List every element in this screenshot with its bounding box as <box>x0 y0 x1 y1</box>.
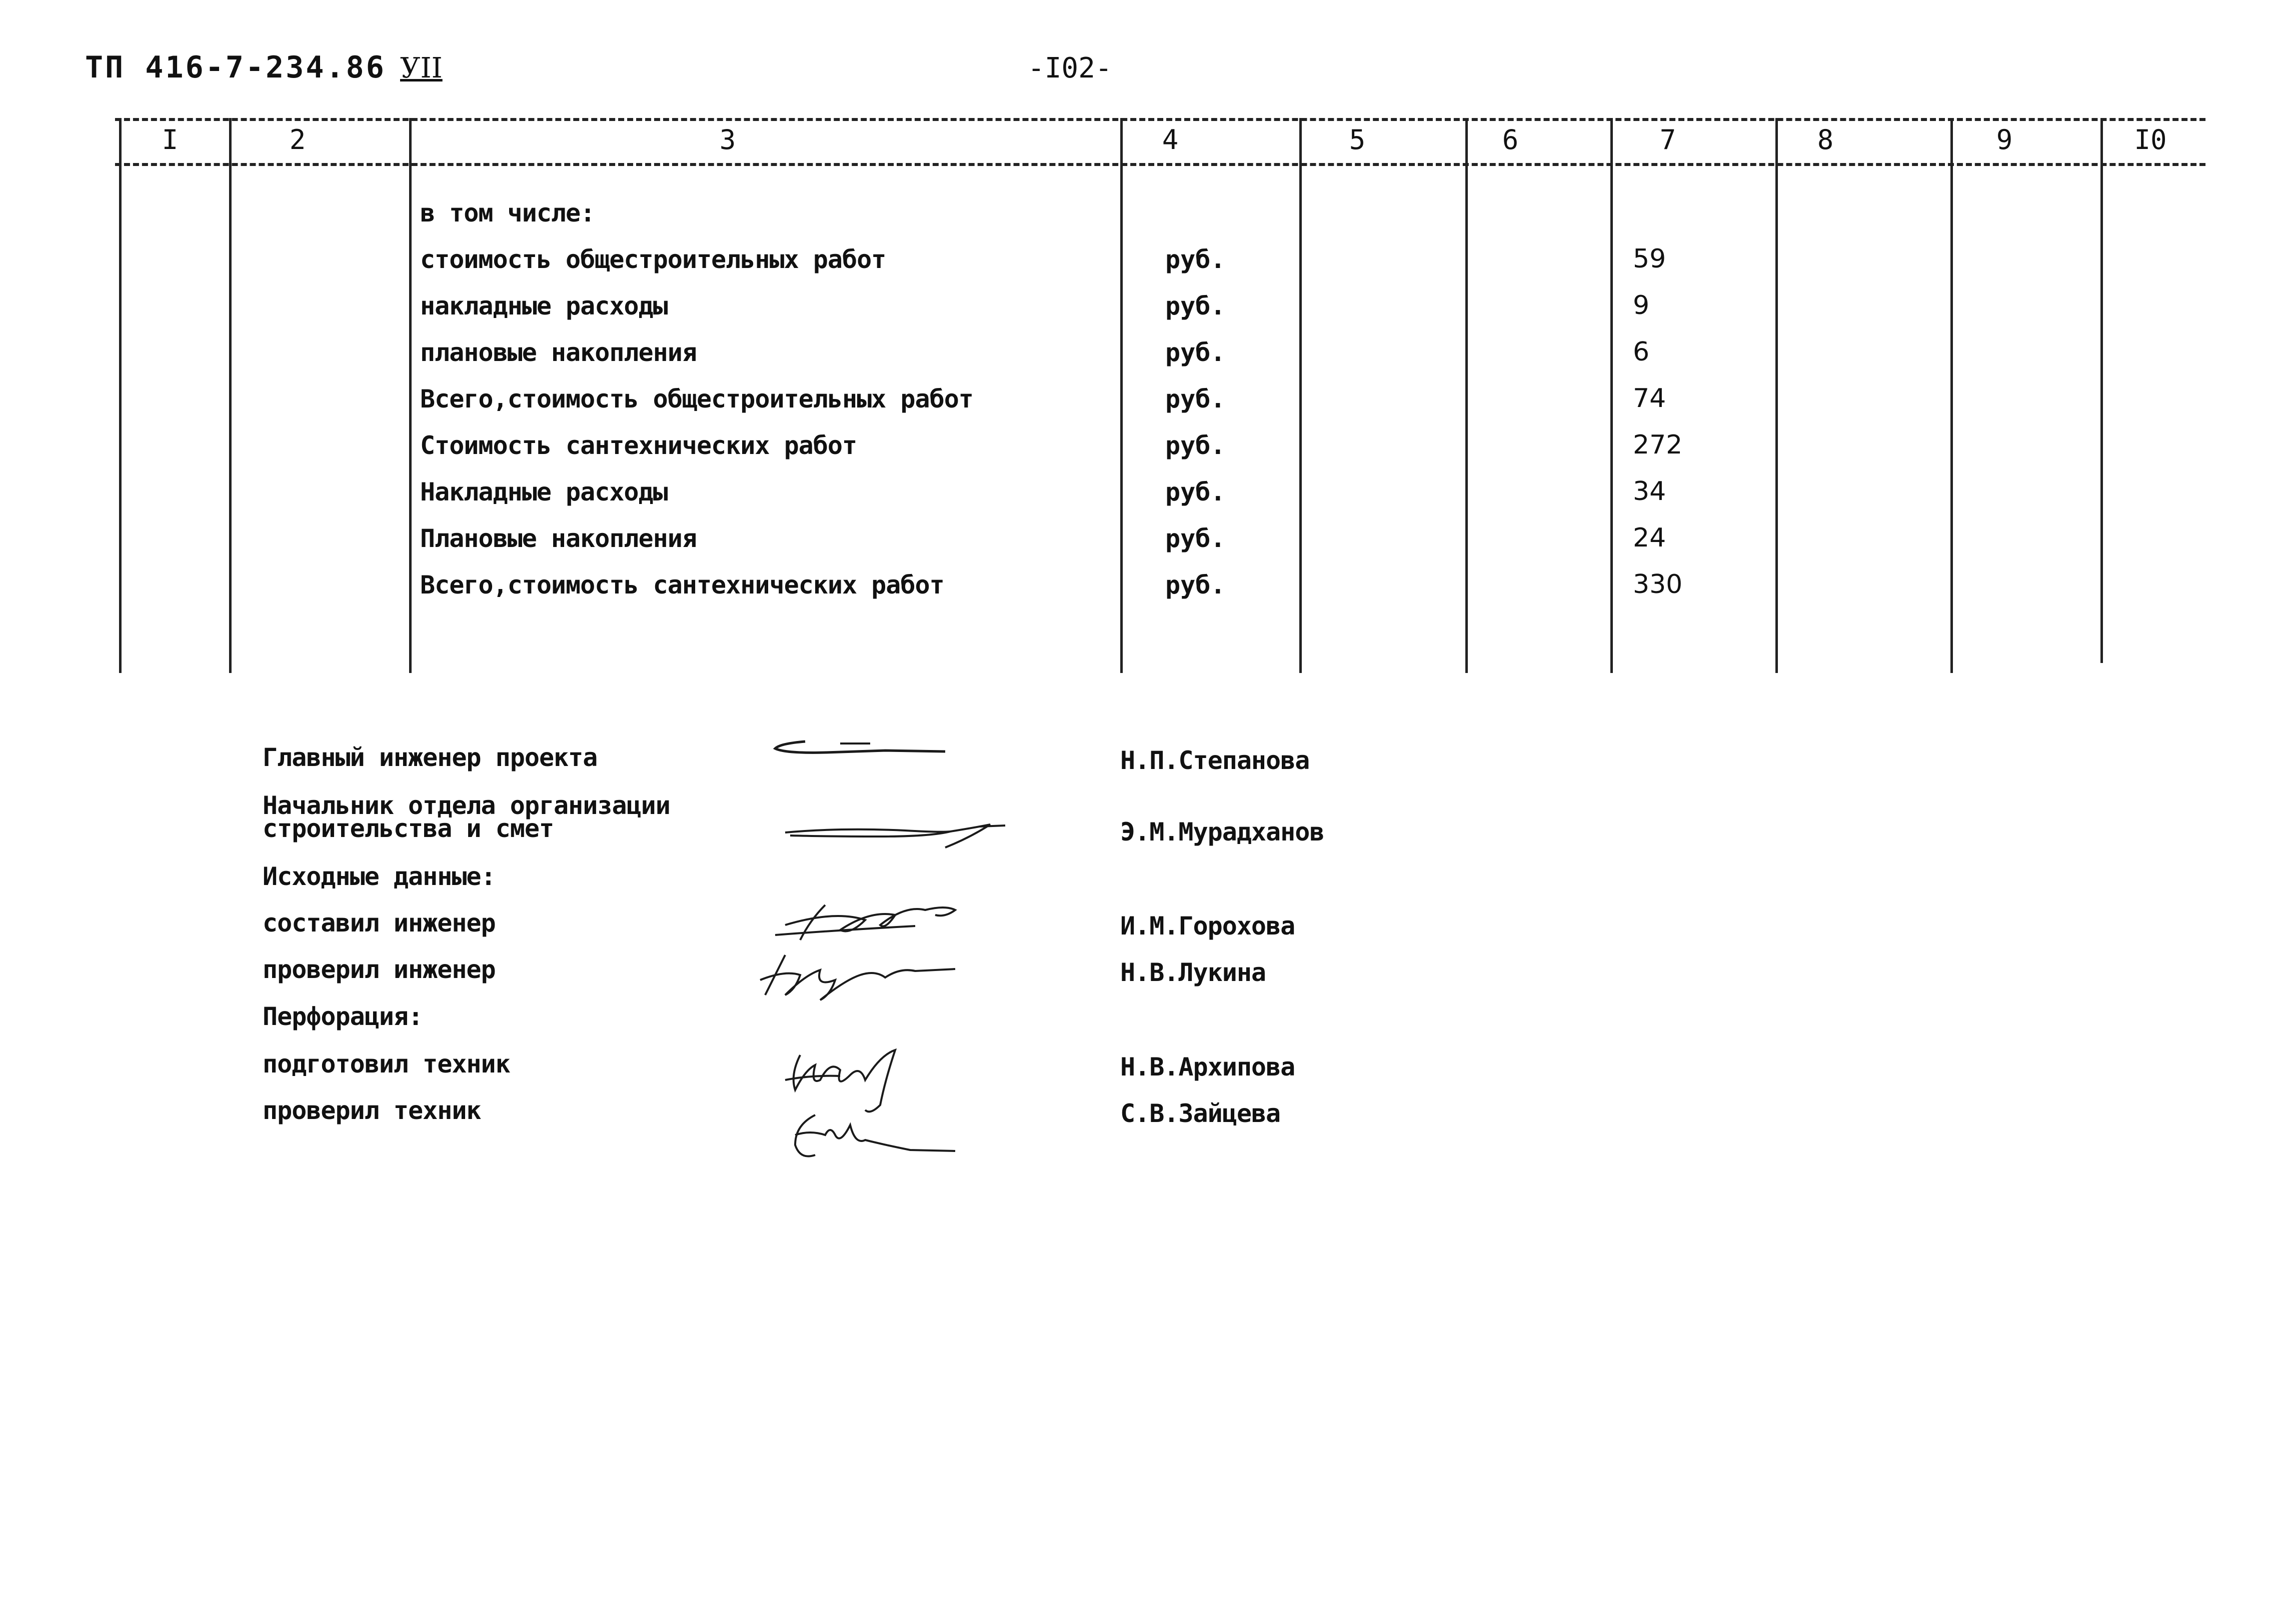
column-divider <box>409 118 412 673</box>
document-section: УII <box>400 52 443 84</box>
signature-stroke <box>780 808 1010 852</box>
row-value: 74 <box>1633 384 1666 414</box>
row-value: 59 <box>1633 244 1666 274</box>
column-divider <box>1465 118 1468 673</box>
page-number: -I02- <box>1028 52 1112 84</box>
row-description: накладные расходы <box>420 292 668 320</box>
column-number: 4 <box>1162 124 1179 156</box>
table-header-rule <box>115 163 2205 166</box>
section-heading: Исходные данные: <box>263 862 496 891</box>
table-top-rule <box>115 118 2205 121</box>
column-number: 5 <box>1349 124 1366 156</box>
column-divider <box>1299 118 1302 673</box>
signature-stroke <box>785 1105 965 1165</box>
row-value: 272 <box>1633 430 1683 460</box>
table-border-left <box>119 118 122 673</box>
section-heading: Перфорация: <box>263 1002 423 1031</box>
signatory-role: проверил инженер <box>263 955 496 984</box>
row-value: 330 <box>1633 570 1683 600</box>
column-divider <box>1775 118 1778 673</box>
column-number: I <box>162 124 179 156</box>
row-unit: руб. <box>1165 384 1226 414</box>
row-description: в том числе: <box>420 198 595 228</box>
row-description: Накладные расходы <box>420 478 668 506</box>
row-description: стоимость общестроительных работ <box>420 245 886 274</box>
column-divider <box>1610 118 1613 673</box>
row-value: 34 <box>1633 476 1666 506</box>
signatory-role: Главный инженер проекта <box>263 743 598 772</box>
row-description: Всего,стоимость общестроительных работ <box>420 384 973 414</box>
column-number: 7 <box>1659 124 1676 156</box>
signatory-role: подготовил техник <box>263 1050 510 1078</box>
column-divider <box>1120 118 1123 673</box>
row-description: плановые накопления <box>420 338 697 367</box>
row-value: 6 <box>1633 337 1650 367</box>
column-divider <box>1950 118 1953 673</box>
signatory-name: Н.В.Лукина <box>1120 958 1266 987</box>
column-number: 8 <box>1817 124 1834 156</box>
column-number: 2 <box>289 124 306 156</box>
signatory-name: Н.П.Степанова <box>1120 746 1310 775</box>
signatory-role: Начальник отдела организации <box>263 791 670 820</box>
column-number: 6 <box>1502 124 1519 156</box>
row-unit: руб. <box>1165 431 1226 460</box>
row-description: Стоимость сантехнических работ <box>420 431 857 460</box>
column-divider <box>229 118 232 673</box>
signatory-name: Н.В.Архипова <box>1120 1052 1295 1082</box>
column-number: 3 <box>719 124 736 156</box>
signatory-role: строительства и смет <box>263 814 554 843</box>
row-value: 24 <box>1633 523 1666 553</box>
row-description: Плановые накопления <box>420 524 697 553</box>
signatory-name: С.В.Зайцева <box>1120 1099 1281 1128</box>
row-unit: руб. <box>1165 292 1226 320</box>
signature-stroke <box>765 732 955 768</box>
signatory-name: И.М.Горохова <box>1120 912 1295 940</box>
document-code: ТП 416-7-234.86 <box>85 50 386 85</box>
signatory-role: составил инженер <box>263 908 496 938</box>
row-unit: руб. <box>1165 338 1226 367</box>
signatory-role: проверил техник <box>263 1096 481 1125</box>
row-unit: руб. <box>1165 524 1226 553</box>
row-unit: руб. <box>1165 478 1226 506</box>
column-divider <box>2100 118 2103 663</box>
row-description: Всего,стоимость сантехнических работ <box>420 570 944 600</box>
row-value: 9 <box>1633 290 1650 320</box>
column-number: 9 <box>1996 124 2013 156</box>
signatory-name: Э.М.Мурадханов <box>1120 818 1324 846</box>
row-unit: руб. <box>1165 570 1226 600</box>
row-unit: руб. <box>1165 245 1226 274</box>
signature-stroke <box>755 940 965 1005</box>
column-number: I0 <box>2134 124 2167 156</box>
